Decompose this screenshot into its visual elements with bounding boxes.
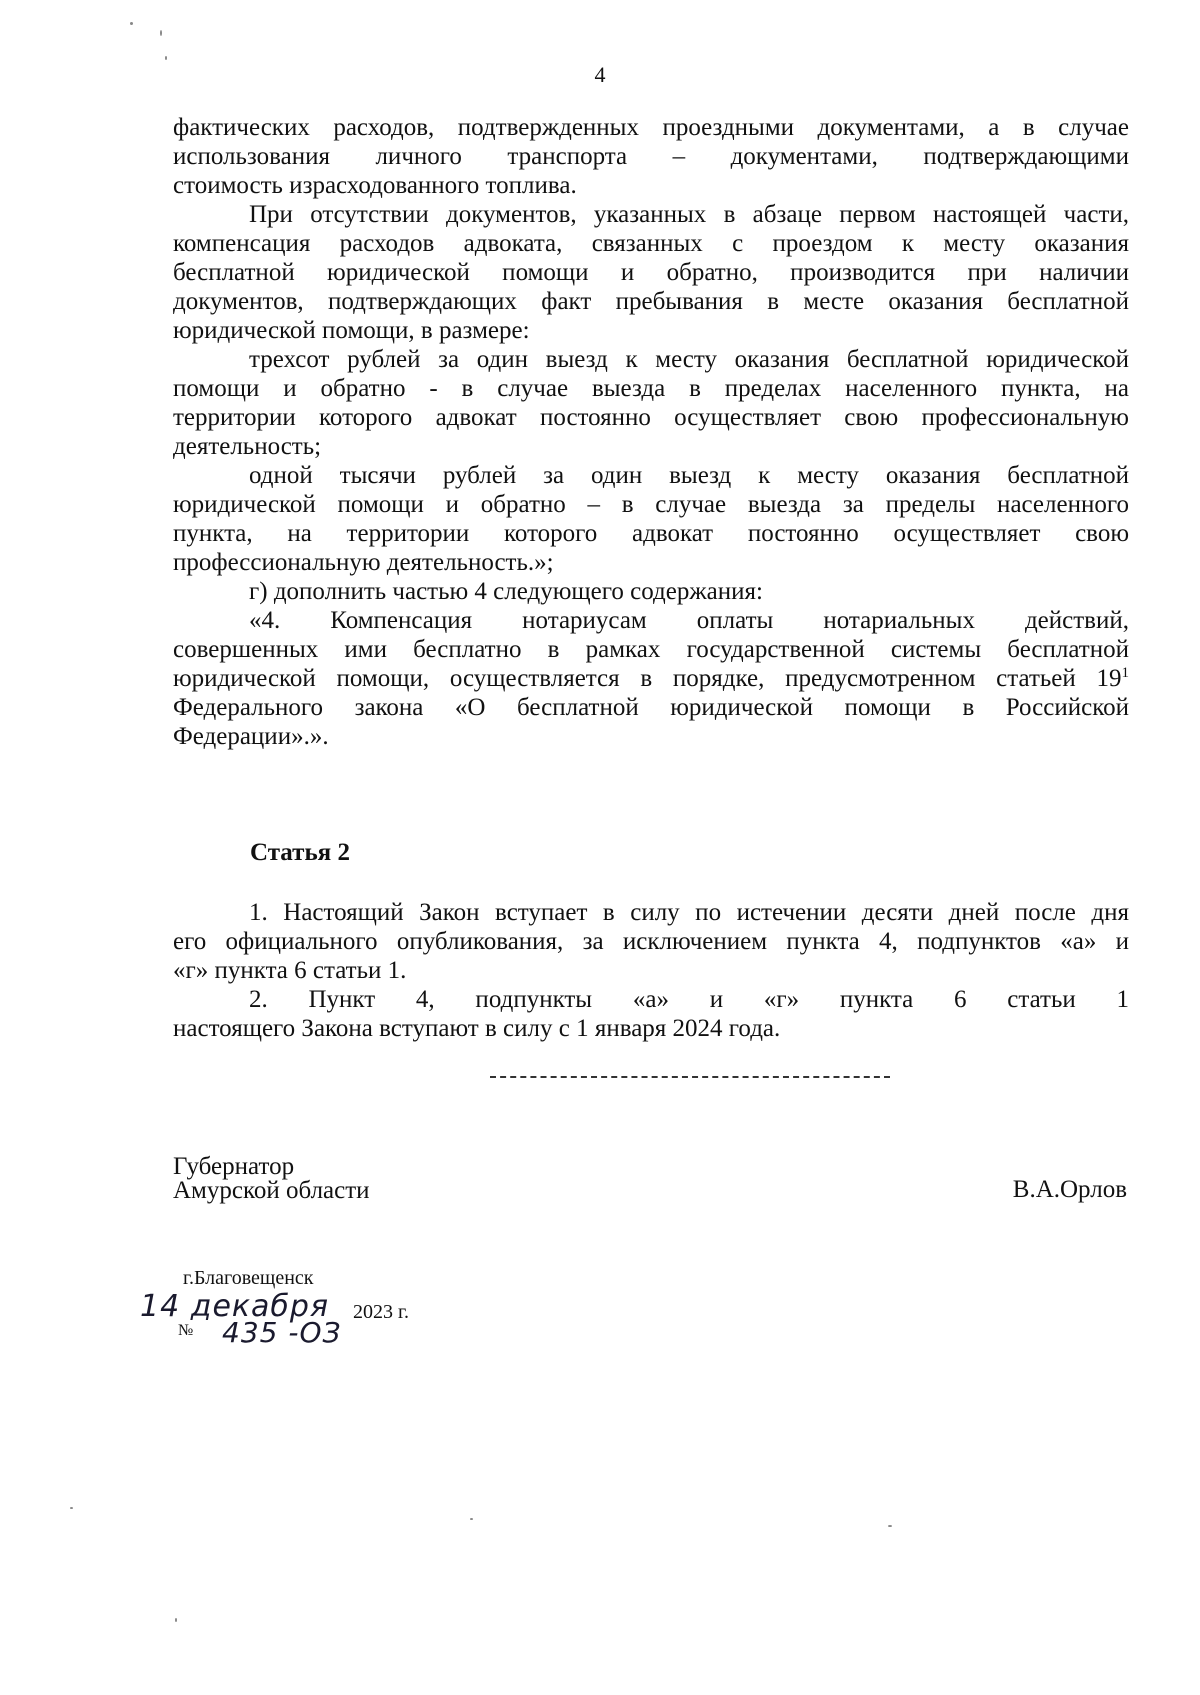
text-line-main: юридической помощи, осуществляется в порядке, предусмотренном статьей 19 [173,665,1122,692]
text-line: Федерального закона «О бесплатной юридической помощи в Российской [173,694,1129,721]
scan-speck [165,56,167,60]
handwritten-number: 435 -ОЗ [222,1316,342,1349]
signatory-title-line1: Губернатор [173,1153,295,1180]
text-line: пункта, на территории которого адвокат постоянно осуществляет свою [173,520,1129,547]
text-line: Федерации».». [173,723,329,750]
place-of-signing: г.Благовещенск [183,1267,314,1289]
text-line: его официального опубликования, за исключением пункта 4, подпунктов «а» и [173,928,1129,955]
signatory-title-line2: Амурской области [173,1177,370,1204]
separator-line [490,1076,890,1078]
text-line [173,664,1129,693]
text-line: «г» пункта 6 статьи 1. [173,957,407,984]
scan-speck [70,1507,73,1509]
body-bottom [173,898,1129,1043]
signatory-title [173,1155,370,1203]
scan-speck [130,22,133,25]
text-line: При отсутствии документов, указанных в абзаце первом настоящей части, [249,201,1129,228]
text-line: помощи и обратно - в случае выезда в пределах населенного пункта, на [173,375,1129,402]
text-line: деятельность; [173,433,322,460]
text-line: территории которого адвокат постоянно осуществляет свою профессиональную [173,404,1129,431]
year: 2023 г. [353,1301,409,1323]
text-line: 2. Пункт 4, подпункты «а» и «г» пункта 6 статьи 1 [249,986,1129,1013]
text-line: настоящего Закона вступают в силу с 1 января 2024 года. [173,1015,781,1042]
text-line: использования личного транспорта – документами, подтверждающими [173,143,1129,170]
page-number: 4 [594,62,606,87]
signatory-name: В.А.Орлов [1012,1176,1127,1203]
text-line: юридической помощи и обратно – в случае выезда за пределы населенного [173,491,1129,518]
text-line: одной тысячи рублей за один выезд к месту оказания бесплатной [249,462,1129,489]
superscript: 1 [1121,665,1129,681]
text-line: профессиональную деятельность.»; [173,549,554,576]
text-line: совершенных ими бесплатно в рамках государственной системы бесплатной [173,636,1129,663]
scan-speck [175,1618,177,1622]
text-line: стоимость израсходованного топлива. [173,172,577,199]
text-line: бесплатной юридической помощи и обратно, производится при наличии [173,259,1129,286]
scan-speck [160,30,162,36]
text-line: трехсот рублей за один выезд к месту оказания бесплатной юридической [249,346,1129,373]
scan-speck [470,1518,473,1520]
scan-speck [888,1525,892,1527]
text-line: 1. Настоящий Закон вступает в силу по истечении десяти дней после дня [249,899,1129,926]
number-sign: № [178,1322,194,1339]
body-top [173,113,1129,751]
text-line: фактических расходов, подтвержденных проездными документами, а в случае [173,114,1129,141]
text-line: компенсация расходов адвоката, связанных с проездом к месту оказания [173,230,1129,257]
text-line: юридической помощи, в размере: [173,317,530,344]
text-line: «4. Компенсация нотариусам оплаты нотариальных действий, [249,607,1129,634]
text-line: документов, подтверждающих факт пребывания в месте оказания бесплатной [173,288,1129,315]
article-title: Статья 2 [250,839,350,866]
handwritten-date: 14 декабря [140,1289,330,1324]
text-line: г) дополнить частью 4 следующего содержания: [249,578,763,605]
